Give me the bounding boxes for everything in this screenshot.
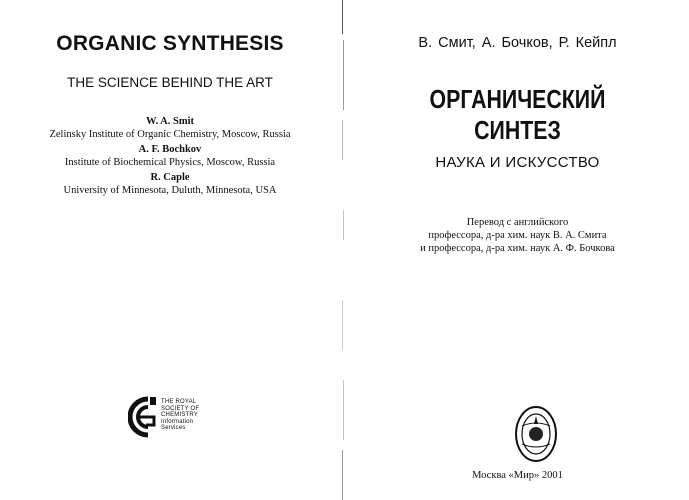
rsc-line: CHEMISTRY — [161, 412, 199, 419]
author-name: A. F. Bochkov — [138, 144, 202, 155]
rsc-line: Information — [161, 418, 194, 425]
rsc-logo-icon — [128, 395, 162, 439]
translation-note — [346, 216, 689, 255]
mir-publisher-logo-icon — [514, 404, 558, 464]
author-name: W. A. Smit — [145, 116, 195, 127]
translation-line: Перевод с английского — [466, 217, 569, 228]
rsc-line: THE ROYAL — [161, 399, 197, 405]
russian-authors: В. Смит, А. Бочков, Р. Кейпл — [418, 35, 617, 51]
translation-line: и профессора, д-ра хим. наук А. Ф. Бочкова — [420, 243, 615, 254]
publisher-imprint: Москва «Мир» 2001 — [472, 470, 563, 481]
author-entry — [0, 171, 340, 197]
author-affiliation: Zelinsky Institute of Organic Chemistry, Moscow, Russia — [49, 129, 291, 140]
author-name: R. Caple — [150, 172, 190, 183]
russian-subtitle: НАУКА И ИСКУССТВО — [435, 154, 600, 171]
author-affiliation: Institute of Biochemical Physics, Moscow, Russia — [64, 157, 276, 168]
english-title: ORGANIC SYNTHESIS — [56, 32, 284, 55]
rsc-line: Services — [161, 425, 186, 432]
rsc-line: SOCIETY OF — [161, 405, 200, 412]
russian-title-line: СИНТЕЗ — [474, 115, 561, 145]
translation-line: профессора, д-ра хим. наук В. А. Смита — [428, 230, 607, 241]
rsc-logo — [128, 395, 228, 445]
left-page — [0, 0, 340, 500]
russian-title-line: ОРГАНИЧЕСКИЙ — [429, 84, 606, 114]
right-page — [346, 0, 689, 500]
author-affiliation: University of Minnesota, Duluth, Minnesota, USA — [63, 185, 277, 196]
author-entry — [0, 115, 340, 141]
russian-title — [377, 84, 658, 146]
rsc-logo-text — [161, 399, 199, 432]
author-entry — [0, 143, 340, 169]
english-subtitle: THE SCIENCE BEHIND THE ART — [67, 75, 273, 90]
